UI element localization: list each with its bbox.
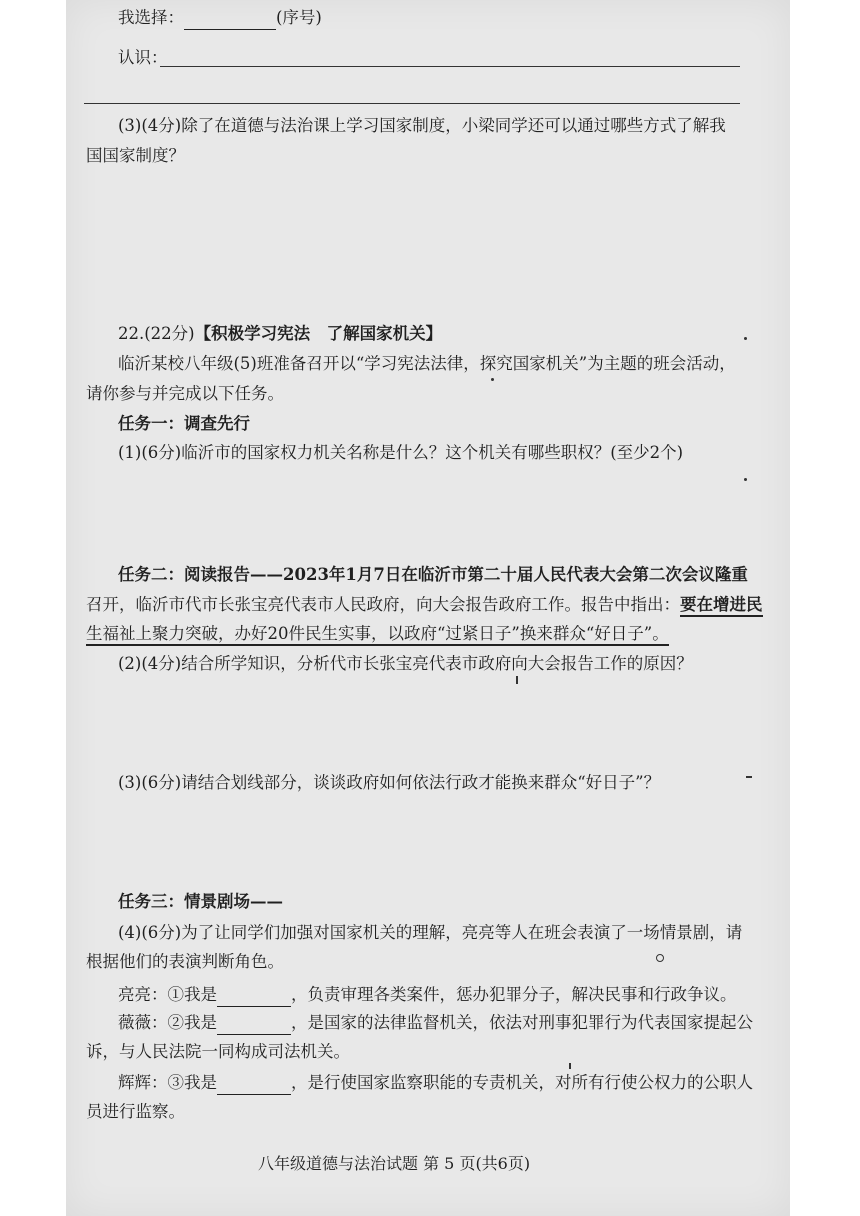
task2-line2 <box>86 593 763 617</box>
q22-title: 【积极学习宪法 了解国家机关】 <box>194 324 443 343</box>
q22-sub1: (1)(6分)临沂市的国家权力机关名称是什么？这个机关有哪些职权？(至少2个) <box>118 443 684 462</box>
task2-text-2a: 召开，临沂市代市长张宝亮代表市人民政府，向大会报告政府工作。报告中指出： <box>86 595 680 614</box>
q22-sub3-answer-area[interactable] <box>86 800 736 885</box>
huihui-suffix: ，是行使国家监察职能的专责机关，对所有行使公权力的公职人 <box>291 1073 753 1092</box>
task2-line3 <box>86 622 669 646</box>
q22-sub2-answer-area[interactable] <box>86 682 736 762</box>
weiwei-blank[interactable] <box>217 1016 291 1035</box>
liangliang-blank[interactable] <box>217 988 291 1007</box>
know-answer-line-1[interactable] <box>160 66 740 67</box>
huihui-line2: 员进行监察。 <box>86 1102 185 1121</box>
scan-mark <box>516 676 518 684</box>
liangliang-prefix: 亮亮：①我是 <box>118 985 217 1004</box>
liangliang-suffix: ，负责审理各类案件，惩办犯罪分子，解决民事和行政争议。 <box>291 985 737 1004</box>
huihui-blank[interactable] <box>217 1076 291 1095</box>
scan-speck <box>746 776 752 778</box>
weiwei-line <box>118 1011 753 1035</box>
scan-speck <box>491 378 494 381</box>
q22-header <box>118 322 442 346</box>
task2-text-1: 任务二：阅读报告——2023年1月7日在临沂市第二十届人民代表大会第二次会议隆重 <box>118 565 748 584</box>
q22-sub4-line2: 根据他们的表演判断角色。 <box>86 952 284 971</box>
scan-speck <box>744 478 747 481</box>
q22-number: 22.(22分) <box>118 324 195 343</box>
weiwei-suffix: ，是国家的法律监督机关，依法对刑事犯罪行为代表国家提起公 <box>291 1013 753 1032</box>
scan-mark <box>569 1063 571 1069</box>
choice-suffix: (序号) <box>276 8 322 27</box>
choice-label: 我选择： <box>118 8 184 27</box>
q22-intro-line1: 临沂某校八年级(5)班准备召开以“学习宪法法律，探究国家机关”为主题的班会活动， <box>118 354 736 373</box>
q22-sub3: (3)(6分)请结合划线部分，谈谈政府如何依法行政才能换来群众“好日子”？ <box>118 773 661 792</box>
huihui-prefix: 辉辉：③我是 <box>118 1073 217 1092</box>
page-footer: 八年级道德与法治试题 第 5 页(共6页) <box>258 1154 531 1173</box>
liangliang-line <box>118 983 737 1007</box>
task2-underlined-2b: 要在增进民 <box>680 595 763 617</box>
huihui-line <box>118 1071 753 1095</box>
prev-q3-line1: (3)(4分)除了在道德与法治课上学习国家制度，小梁同学还可以通过哪些方式了解我 <box>118 116 726 135</box>
weiwei-line2: 诉，与人民法院一同构成司法机关。 <box>86 1042 350 1061</box>
choice-blank[interactable] <box>184 11 276 30</box>
choice-line <box>118 6 322 30</box>
q22-intro-line2: 请你参与并完成以下任务。 <box>86 384 284 403</box>
q22-sub2: (2)(4分)结合所学知识，分析代市长张宝亮代表市政府向大会报告工作的原因？ <box>118 654 693 673</box>
weiwei-prefix: 薇薇：②我是 <box>118 1013 217 1032</box>
scan-speck <box>656 954 664 962</box>
q22-sub1-answer-area[interactable] <box>86 470 736 560</box>
task1-title: 任务一：调查先行 <box>118 414 250 433</box>
task2-line1 <box>118 563 748 587</box>
task3-title: 任务三：情景剧场—— <box>118 892 283 911</box>
q22-sub4-line1: (4)(6分)为了让同学们加强对国家机关的理解，亮亮等人在班会表演了一场情景剧，请 <box>118 923 743 942</box>
know-label: 认识： <box>118 48 168 67</box>
prev-q3-line2: 国国家制度？ <box>86 146 185 165</box>
scan-speck <box>744 337 747 340</box>
task2-underlined-3: 生福祉上聚力突破，办好20件民生实事，以政府“过紧日子”换来群众“好日子”。 <box>86 624 669 646</box>
prev-q3-answer-area[interactable] <box>86 172 736 312</box>
know-answer-line-2[interactable] <box>84 103 740 104</box>
